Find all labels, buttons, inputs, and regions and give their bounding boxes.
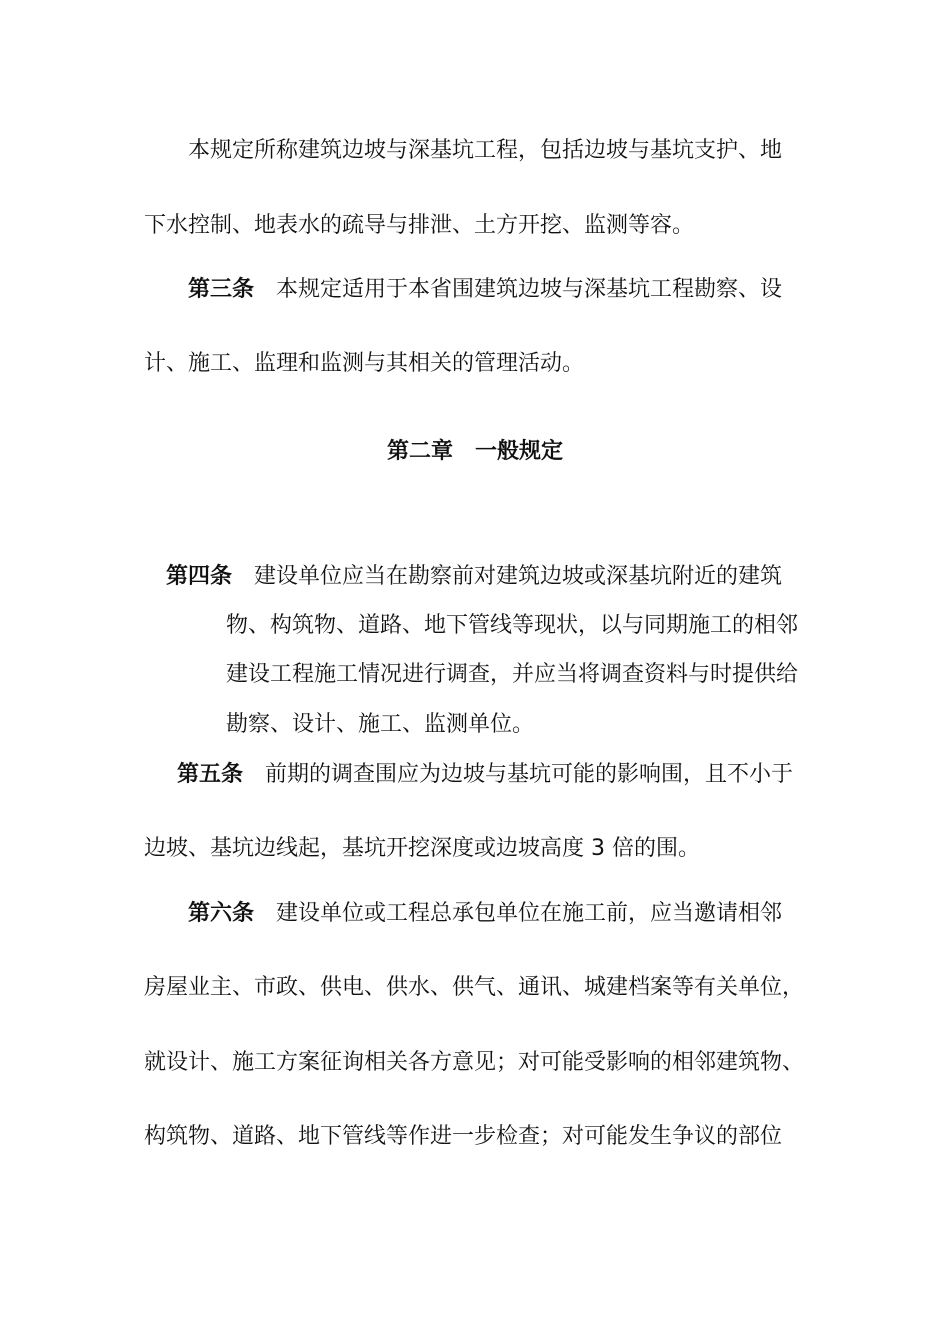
article-5 [177, 760, 793, 790]
paragraph-line: 边坡、基坑边线起，基坑开挖深度或边坡高度 3 倍的围。 [144, 836, 700, 861]
paragraph-line: 房屋业主、市政、供电、供水、供气、通讯、城建档案等有关单位， [144, 975, 805, 1000]
article-3 [188, 275, 782, 305]
paragraph-line: 构筑物、道路、地下管线等作进一步检查；对可能发生争议的部位 [144, 1124, 783, 1149]
article-label: 第六条 [188, 901, 255, 926]
article-text: 本规定适用于本省围建筑边坡与深基坑工程勘察、设 [276, 277, 783, 302]
article-4 [166, 562, 782, 592]
article-label: 第三条 [188, 277, 255, 302]
paragraph-line: 计、施工、监理和监测与其相关的管理活动。 [144, 351, 585, 376]
article-6 [188, 899, 782, 929]
article-label: 第四条 [166, 564, 233, 589]
paragraph-line: 物、构筑物、道路、地下管线等现状，以与同期施工的相邻 [226, 613, 799, 638]
paragraph-line: 本规定所称建筑边坡与深基坑工程，包括边坡与基坑支护、地 [188, 138, 783, 163]
chapter-heading [0, 437, 950, 467]
article-text: 前期的调查围应为边坡与基坑可能的影响围，且不小于 [265, 762, 794, 787]
article-label: 第五条 [177, 762, 244, 787]
chapter-label: 第二章 [386, 439, 453, 464]
paragraph-line: 就设计、施工方案征询相关各方意见；对可能受影响的相邻建筑物、 [144, 1050, 805, 1075]
article-text: 建设单位或工程总承包单位在施工前，应当邀请相邻 [276, 901, 783, 926]
chapter-title: 一般规定 [475, 439, 564, 464]
paragraph-line: 下水控制、地表水的疏导与排泄、土方开挖、监测等容。 [144, 213, 695, 238]
article-text: 建设单位应当在勘察前对建筑边坡或深基坑附近的建筑 [254, 564, 783, 589]
paragraph-line: 勘察、设计、施工、监测单位。 [226, 712, 535, 737]
paragraph-line: 建设工程施工情况进行调查，并应当将调查资料与时提供给 [226, 662, 799, 687]
